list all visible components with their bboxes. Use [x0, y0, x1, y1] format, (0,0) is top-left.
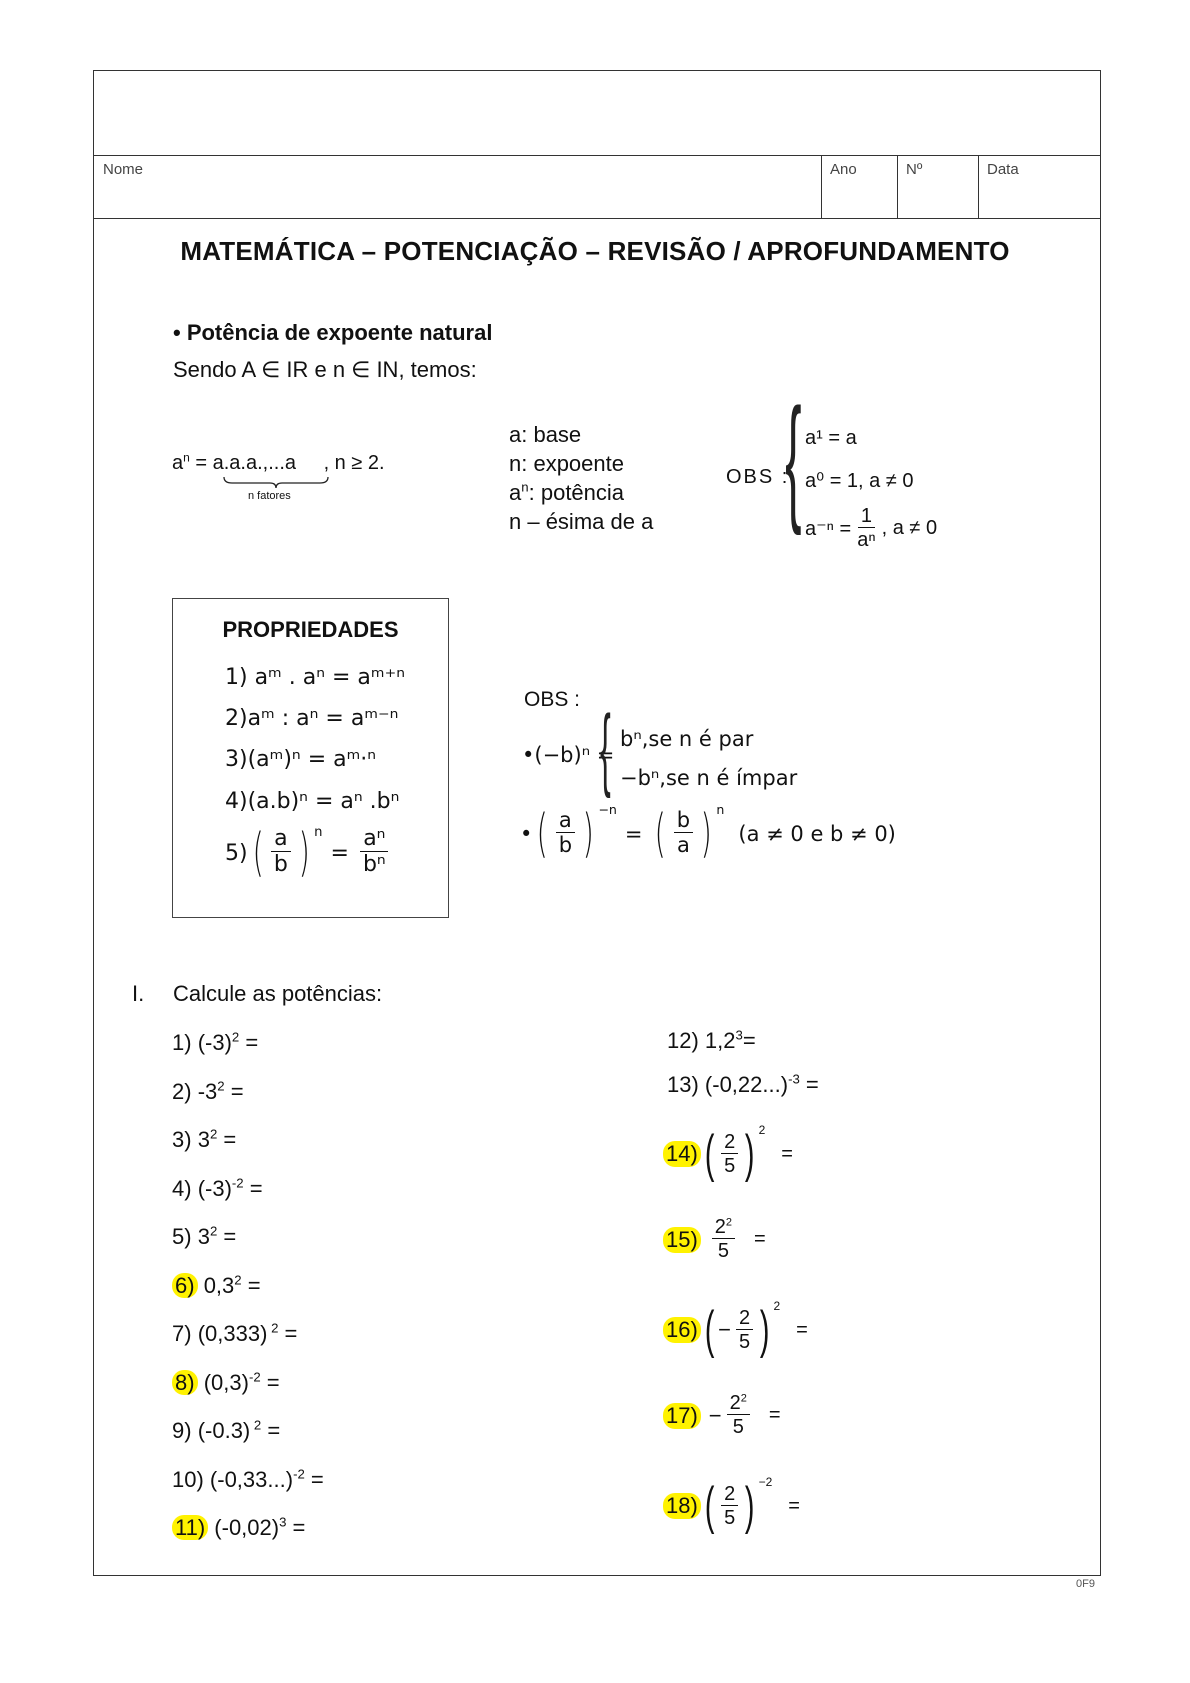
frac-den: b	[558, 833, 573, 858]
footer-code: 0F9	[1076, 1578, 1095, 1590]
properties-box	[172, 598, 449, 918]
paren-left: (	[536, 804, 549, 864]
exercise-number: 14)	[663, 1141, 701, 1167]
name-label: Nome	[103, 161, 144, 178]
section-intro: Sendo A ∈ IR e n ∈ IN, temos:	[173, 357, 477, 382]
frac-num-exp: 2	[725, 1216, 733, 1229]
exercise-tail: =	[278, 1321, 298, 1346]
paren-right: )	[700, 804, 712, 864]
exercise-expr: (-0,22...)	[704, 1072, 789, 1097]
exercise-expr: (0,333)	[197, 1321, 268, 1346]
minus-sign: −	[708, 1402, 722, 1428]
inv-frac-ba	[674, 809, 693, 858]
exercise-tail: =	[304, 1466, 324, 1492]
exercise-item	[667, 1028, 756, 1054]
frac-den: 5	[724, 1506, 736, 1529]
property-5-num: 5)	[225, 840, 248, 866]
paren-right: )	[745, 1477, 755, 1535]
frac-num-val: 2	[724, 1482, 736, 1505]
exercise-number: 2)	[172, 1078, 192, 1104]
exercise-fraction	[721, 1131, 738, 1178]
legend-base: a: base	[509, 422, 582, 447]
exercise-expr: (0,3)	[203, 1369, 249, 1395]
exercise-item	[667, 1072, 819, 1098]
frac-den: 5	[717, 1240, 729, 1262]
paren-right: )	[760, 1301, 770, 1359]
exercise-expr: 0,3	[203, 1272, 235, 1298]
exercise-tail: =	[241, 1272, 261, 1298]
header-col-divider	[821, 155, 822, 218]
exercise-item	[172, 1370, 280, 1396]
frac-num-val: 2	[729, 1392, 741, 1414]
obs2-label: OBS :	[524, 688, 581, 711]
header-col-divider	[978, 155, 979, 218]
exercise-number: 10)	[172, 1466, 204, 1492]
paren-left: (	[252, 823, 264, 883]
def-base: a	[172, 452, 184, 474]
number-label: Nº	[906, 161, 923, 178]
exercise-item	[663, 1216, 766, 1263]
frac-den: a	[677, 833, 690, 858]
def-condition: , n ≥ 2.	[323, 452, 385, 474]
equals: =	[330, 840, 349, 866]
frac-num-val: 2	[714, 1216, 726, 1238]
date-label: Data	[987, 161, 1019, 178]
obs-line-2: a⁰ = 1, a ≠ 0	[805, 470, 914, 492]
exercise-exp: 2	[231, 1029, 240, 1045]
section-heading: • Potência de expoente natural	[173, 320, 493, 345]
obs2-inverse: • ( $\frac{a}{b}$ ) −n = ( $\frac{b}{a}$ ) n (a ≠ 0 e b ≠ 0)	[520, 802, 896, 864]
exercise-item: 18) ( $\frac{2}{5}$ ) −2 =	[663, 1480, 800, 1532]
legend-power-text: potência	[540, 480, 625, 505]
exercise-exp: 2	[217, 1078, 225, 1094]
exercise-exp: 2	[250, 1417, 262, 1433]
exercise-exp: 3	[735, 1027, 743, 1043]
frac-den: 5	[738, 1330, 751, 1353]
page-title: MATEMÁTICA – POTENCIAÇÃO – REVISÃO / APROFUNDAMENTO	[180, 236, 1010, 266]
obs2-case-even: bⁿ,se n é par	[620, 727, 754, 751]
exercise-fraction	[721, 1483, 738, 1530]
frac-num-val: 2	[738, 1306, 751, 1329]
exercise-exp: 2	[234, 1272, 242, 1288]
paren-left: (	[655, 804, 667, 864]
exercise-number: 6)	[172, 1273, 198, 1298]
paren-right: )	[745, 1125, 755, 1183]
exercise-fraction	[712, 1216, 735, 1263]
obs2-brace: {	[599, 697, 611, 799]
paren-right: )	[298, 823, 310, 883]
exercise-exp: 2	[267, 1320, 279, 1336]
property-4: 4)(a.b)ⁿ = aⁿ .bⁿ	[225, 789, 400, 814]
frac-den: bⁿ	[362, 852, 386, 878]
minus-sign: −	[718, 1317, 731, 1342]
exercise-number: 16)	[663, 1317, 701, 1343]
property-5-result	[360, 827, 389, 879]
obs-frac-den: aⁿ	[857, 529, 876, 551]
exercise-roman: I.	[132, 981, 145, 1006]
exercise-tail: =	[260, 1369, 280, 1395]
def-exponent: n	[183, 450, 190, 465]
exercise-item	[172, 1273, 261, 1299]
exercise-tail: =	[754, 1228, 766, 1250]
legend-power-base: a	[509, 480, 522, 505]
property-1: 1) aᵐ . aⁿ = aᵐ⁺ⁿ	[225, 665, 405, 690]
exercise-expr: 1,2	[704, 1028, 736, 1053]
power-definition	[172, 452, 385, 475]
frac-num: a	[271, 827, 290, 852]
exercise-expr: (-0,02)	[214, 1515, 280, 1540]
obs-fraction	[854, 505, 878, 552]
exercise-number: 12)	[667, 1028, 699, 1053]
exercise-expr: (-0,33...)	[209, 1466, 294, 1492]
property-3: 3)(aᵐ)ⁿ = aᵐ·ⁿ	[225, 747, 377, 772]
exercise-exp: -2	[293, 1466, 305, 1482]
exercise-exp: -2	[248, 1369, 261, 1385]
inv-condition: (a ≠ 0 e b ≠ 0)	[738, 822, 896, 846]
inv-frac-ab	[556, 809, 575, 858]
obs2-case-odd: −bⁿ,se n é ímpar	[620, 766, 798, 790]
obs2-neg-base: •(−b)ⁿ =	[522, 743, 615, 767]
equals: =	[624, 822, 643, 846]
frac-num: aⁿ	[360, 827, 388, 852]
exercise-expr: (-0.3)	[197, 1418, 251, 1443]
exercise-exp: 2	[209, 1126, 218, 1142]
exercise-number: 3)	[172, 1127, 192, 1152]
exercise-prompt: Calcule as potências:	[173, 981, 383, 1006]
frac-num	[736, 1307, 753, 1330]
obs-brace: {	[785, 379, 802, 536]
property-5-frac	[271, 827, 291, 879]
exercise-item	[172, 1079, 244, 1105]
exercise-tail: =	[286, 1515, 306, 1540]
frac-num: a	[556, 809, 575, 833]
exercise-tail: =	[788, 1494, 800, 1517]
exercise-item	[172, 1515, 305, 1541]
header-divider-top	[94, 155, 1100, 156]
legend-power-sep: :	[528, 480, 535, 505]
legend-power	[509, 478, 653, 507]
obs-frac-num: 1	[858, 505, 875, 528]
legend	[509, 420, 653, 536]
property-2: 2)aᵐ : aⁿ = aᵐ⁻ⁿ	[225, 706, 399, 731]
exercise-tail: =	[796, 1318, 808, 1341]
exercise-exp: 3	[279, 1514, 287, 1530]
paren-left: (	[704, 1125, 715, 1183]
paren-right: )	[582, 804, 594, 864]
frac-den: b	[273, 852, 288, 878]
legend-exponent: n: expoente	[509, 451, 624, 476]
exercise-number: 7)	[172, 1321, 192, 1346]
exercise-expr: -3	[197, 1078, 218, 1104]
exercise-item	[172, 1321, 297, 1347]
obs-line-3	[805, 505, 937, 552]
exercise-tail: =	[217, 1224, 237, 1249]
exercise-number: 17)	[663, 1403, 701, 1429]
frac-num	[721, 1483, 738, 1506]
exercise-exp: -2	[231, 1175, 244, 1191]
paren-left: (	[704, 1477, 715, 1535]
exercise-expr: (-3)	[197, 1175, 232, 1201]
frac-num-val: 2	[724, 1130, 736, 1153]
header-divider-bottom	[94, 218, 1100, 219]
exercise-item: 16) ( − $\frac{2}{5}$ ) 2 =	[663, 1304, 808, 1356]
frac-num-exp: 2	[740, 1392, 747, 1405]
frac-num	[721, 1131, 738, 1154]
exercise-number: 4)	[172, 1175, 192, 1201]
exercise-number: 11)	[172, 1515, 208, 1540]
property-5: 5) ( $\frac{a}{b}$ ) n = $\frac{\text{aⁿ}}{\text{bⁿ}}$	[225, 827, 392, 879]
exercise-number: 5)	[172, 1224, 192, 1249]
exercise-item	[172, 1418, 280, 1444]
exercise-tail: =	[217, 1127, 237, 1152]
exercise-expr: 3	[197, 1224, 210, 1249]
frac-num	[727, 1392, 750, 1415]
exercise-fraction	[727, 1392, 750, 1439]
obs-label: OBS :	[726, 466, 790, 488]
exercise-item	[172, 1030, 258, 1056]
exercise-item	[172, 1467, 324, 1493]
obs-line-3-cond: , a ≠ 0	[881, 517, 938, 539]
def-product: = a.a.a.,...a	[195, 452, 296, 474]
exercise-item	[172, 1127, 236, 1153]
exercise-tail: =	[243, 1175, 263, 1201]
exercise-tail: =	[261, 1418, 281, 1443]
exercise-tail: =	[781, 1142, 793, 1165]
exercise-number: 15)	[663, 1227, 701, 1253]
obs-line-1: a¹ = a	[805, 427, 857, 449]
exercise-number: 9)	[172, 1418, 192, 1443]
exercise-item	[172, 1176, 263, 1202]
bullet: •	[520, 822, 533, 846]
exercise-number: 8)	[172, 1370, 198, 1395]
exercise-fraction	[736, 1307, 753, 1354]
exercise-tail: =	[768, 1404, 781, 1426]
legend-nth: n – ésima de a	[509, 509, 654, 534]
exercise-exp: 2	[209, 1223, 218, 1239]
exercise-expr: (-3)	[197, 1030, 232, 1055]
header-col-divider	[897, 155, 898, 218]
exercise-exp: -3	[788, 1071, 800, 1087]
paren-left: (	[704, 1301, 715, 1359]
obs-line-3-lhs: a⁻ⁿ =	[805, 518, 852, 540]
exercise-tail: =	[742, 1028, 756, 1053]
year-label: Ano	[830, 161, 857, 178]
frac-num	[712, 1216, 735, 1239]
exercise-item	[172, 1224, 236, 1250]
underbrace-label: n fatores	[248, 490, 291, 502]
exercise-number: 1)	[172, 1030, 192, 1055]
frac-num: b	[674, 809, 693, 833]
exercise-number: 13)	[667, 1072, 699, 1097]
exercise-item	[663, 1392, 781, 1439]
properties-title: PROPRIEDADES	[222, 617, 399, 642]
exercise-expr: 3	[197, 1127, 210, 1152]
exercise-item: 14) ( $\frac{2}{5}$ ) 2 =	[663, 1128, 793, 1180]
exercise-tail: =	[224, 1078, 244, 1104]
frac-den: 5	[724, 1154, 736, 1177]
frac-den: 5	[732, 1416, 744, 1438]
exercise-number: 18)	[663, 1493, 701, 1519]
underbrace	[222, 475, 330, 489]
exercise-tail: =	[799, 1072, 819, 1097]
legend-power-exp: n	[521, 479, 529, 495]
exercise-tail: =	[239, 1030, 259, 1055]
